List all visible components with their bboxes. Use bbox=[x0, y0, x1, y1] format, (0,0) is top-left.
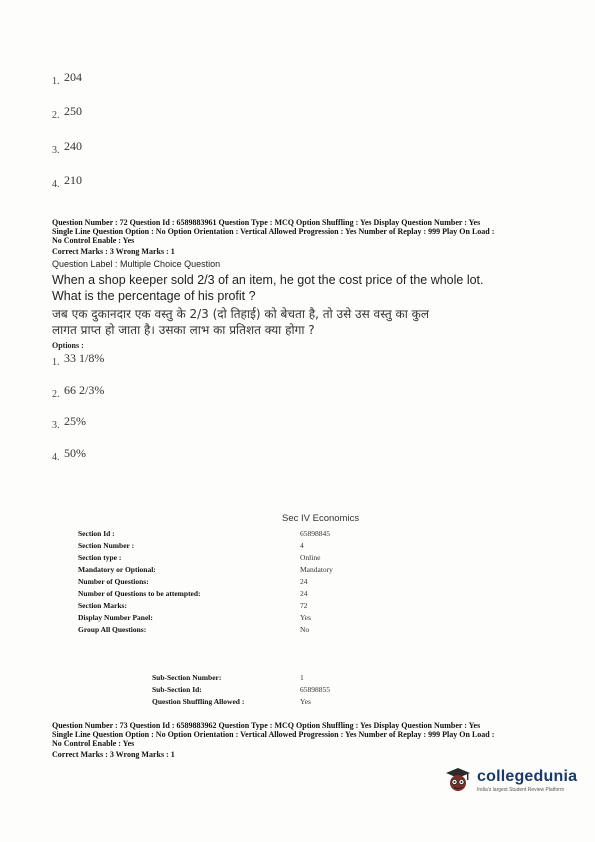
subsection-row: Sub-Section Id: 65898855 bbox=[152, 685, 330, 694]
q73-meta-line3: No Control Enable : Yes bbox=[52, 739, 135, 748]
section-row: Group All Questions: No bbox=[78, 625, 310, 634]
prev-option-4: 4. 210 bbox=[52, 173, 82, 190]
logo-name: collegedunia bbox=[477, 767, 578, 785]
logo-text bbox=[477, 768, 577, 793]
q72-text-line2: What is the percentage of his profit ? bbox=[52, 289, 256, 303]
q73-meta-line2: Single Line Question Option : No Option Orientation : Vertical Allowed Progression : Yes Number of Replay : 999 Play On Load : bbox=[52, 730, 495, 739]
q72-hindi-line2: लागत प्राप्त हो जाता है। उसका लाभ का प्रतिशत क्या होगा ? bbox=[52, 323, 315, 337]
section-row: Mandatory or Optional: Mandatory bbox=[78, 565, 333, 574]
subsection-info-table bbox=[152, 673, 330, 709]
section-row: Display Number Panel: Yes bbox=[78, 613, 311, 622]
prev-option-1: 1. 204 bbox=[52, 70, 82, 87]
section-row: Section Id : 65898845 bbox=[78, 529, 330, 538]
q72-meta-line1: Question Number : 72 Question Id : 6589883961 Question Type : MCQ Option Shuffling : Yes Display Question Number : Yes bbox=[52, 218, 481, 227]
q72-hindi-text bbox=[52, 306, 572, 338]
prev-option-2: 2. 250 bbox=[52, 104, 82, 121]
prev-option-3: 3. 240 bbox=[52, 139, 82, 156]
subsection-row: Question Shuffling Allowed : Yes bbox=[152, 697, 311, 706]
section-row: Number of Questions: 24 bbox=[78, 577, 308, 586]
q73-meta bbox=[52, 721, 552, 759]
q72-question-text bbox=[52, 272, 562, 304]
q72-text-line1: When a shop keeper sold 2/3 of an item, he got the cost price of the whole lot. bbox=[52, 273, 484, 287]
section-row: Section type : Online bbox=[78, 553, 321, 562]
q72-option-1: 1. 33 1/8% bbox=[52, 351, 105, 368]
section-title: Sec IV Economics bbox=[282, 513, 360, 524]
q72-question-label: Question Label : Multiple Choice Question bbox=[52, 259, 221, 269]
q72-hindi-line1: जब एक दुकानदार एक वस्तु के 2/3 (दो तिहाई) को बेचता है, तो उसे उस वस्तु का कुल bbox=[52, 307, 430, 321]
q72-meta-line2: Single Line Question Option : No Option Orientation : Vertical Allowed Progression : Yes Number of Replay : 999 Play On Load : bbox=[52, 227, 495, 236]
q72-meta bbox=[52, 218, 552, 256]
q72-marks: Correct Marks : 3 Wrong Marks : 1 bbox=[52, 247, 175, 256]
q72-option-2: 2. 66 2/3% bbox=[52, 383, 105, 400]
q72-meta-line3: No Control Enable : Yes bbox=[52, 236, 135, 245]
section-row: Section Marks: 72 bbox=[78, 601, 308, 610]
q73-meta-line1: Question Number : 73 Question Id : 6589883962 Question Type : MCQ Option Shuffling : Yes Display Question Number : Yes bbox=[52, 721, 481, 730]
q72-options-label: Options : bbox=[52, 341, 84, 350]
subsection-row: Sub-Section Number: 1 bbox=[152, 673, 304, 682]
section-info-table bbox=[78, 529, 333, 637]
q72-option-3: 3. 25% bbox=[52, 414, 86, 431]
q72-option-4: 4. 50% bbox=[52, 446, 86, 463]
section-row: Section Number : 4 bbox=[78, 541, 304, 550]
q73-marks: Correct Marks : 3 Wrong Marks : 1 bbox=[52, 750, 175, 759]
graduate-mascot-icon bbox=[443, 765, 473, 795]
section-row: Number of Questions to be attempted: 24 bbox=[78, 589, 308, 598]
collegedunia-logo bbox=[443, 765, 577, 795]
logo-tagline: India's largest Student Review Platform bbox=[477, 786, 565, 793]
